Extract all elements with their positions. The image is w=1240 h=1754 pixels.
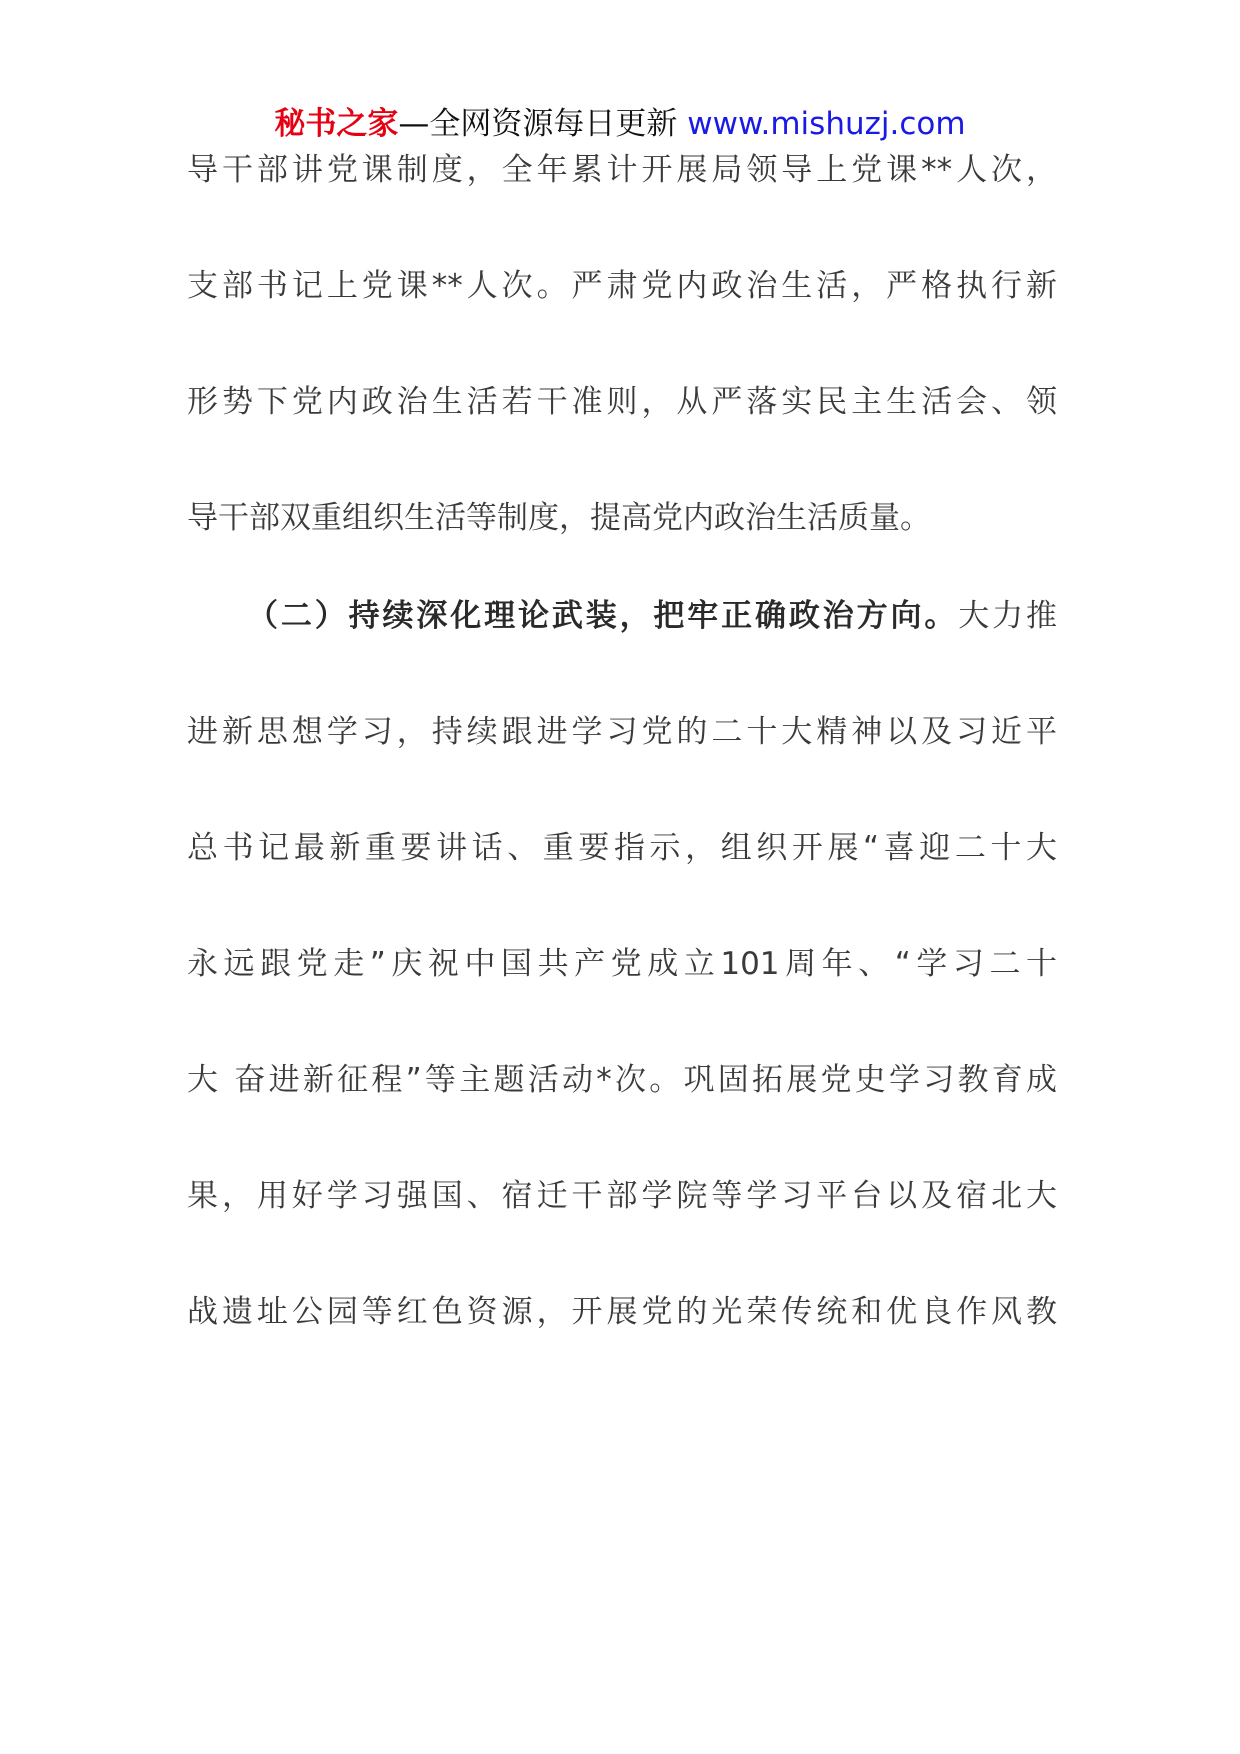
site-brand: 秘书之家 <box>274 106 399 142</box>
body-line: 支部书记上党课**人次。严肃党内政治生活，严格执行新 <box>187 268 1057 304</box>
site-tagline: —全网资源每日更新 <box>398 106 688 142</box>
body-line: 导干部讲党课制度，全年累计开展局领导上党课**人次， <box>187 152 1057 188</box>
site-header <box>0 100 1240 148</box>
section-heading-tail: 大力推 <box>958 598 1058 634</box>
body-line: 大 奋进新征程”等主题活动*次。巩固拓展党史学习教育成 <box>187 1062 1057 1098</box>
body-line: 形势下党内政治生活若干准则，从严落实民主生活会、领 <box>187 384 1057 420</box>
body-line: 总书记最新重要讲话、重要指示，组织开展“喜迎二十大 <box>187 830 1057 866</box>
body-line: 导干部双重组织生活等制度，提高党内政治生活质量。 <box>187 500 931 536</box>
body-line: 进新思想学习，持续跟进学习党的二十大精神以及习近平 <box>187 714 1057 750</box>
body-line: 永远跟党走”庆祝中国共产党成立101周年、“学习二十 <box>187 946 1057 982</box>
section-heading-line <box>187 592 1057 640</box>
body-line: 果，用好学习强国、宿迁干部学院等学习平台以及宿北大 <box>187 1178 1057 1214</box>
site-url-link[interactable]: www.mishuzj.com <box>687 106 966 142</box>
section-heading: （二）持续深化理论武装，把牢正确政治方向。 <box>247 598 959 634</box>
body-line: 战遗址公园等红色资源，开展党的光荣传统和优良作风教 <box>187 1294 1057 1330</box>
